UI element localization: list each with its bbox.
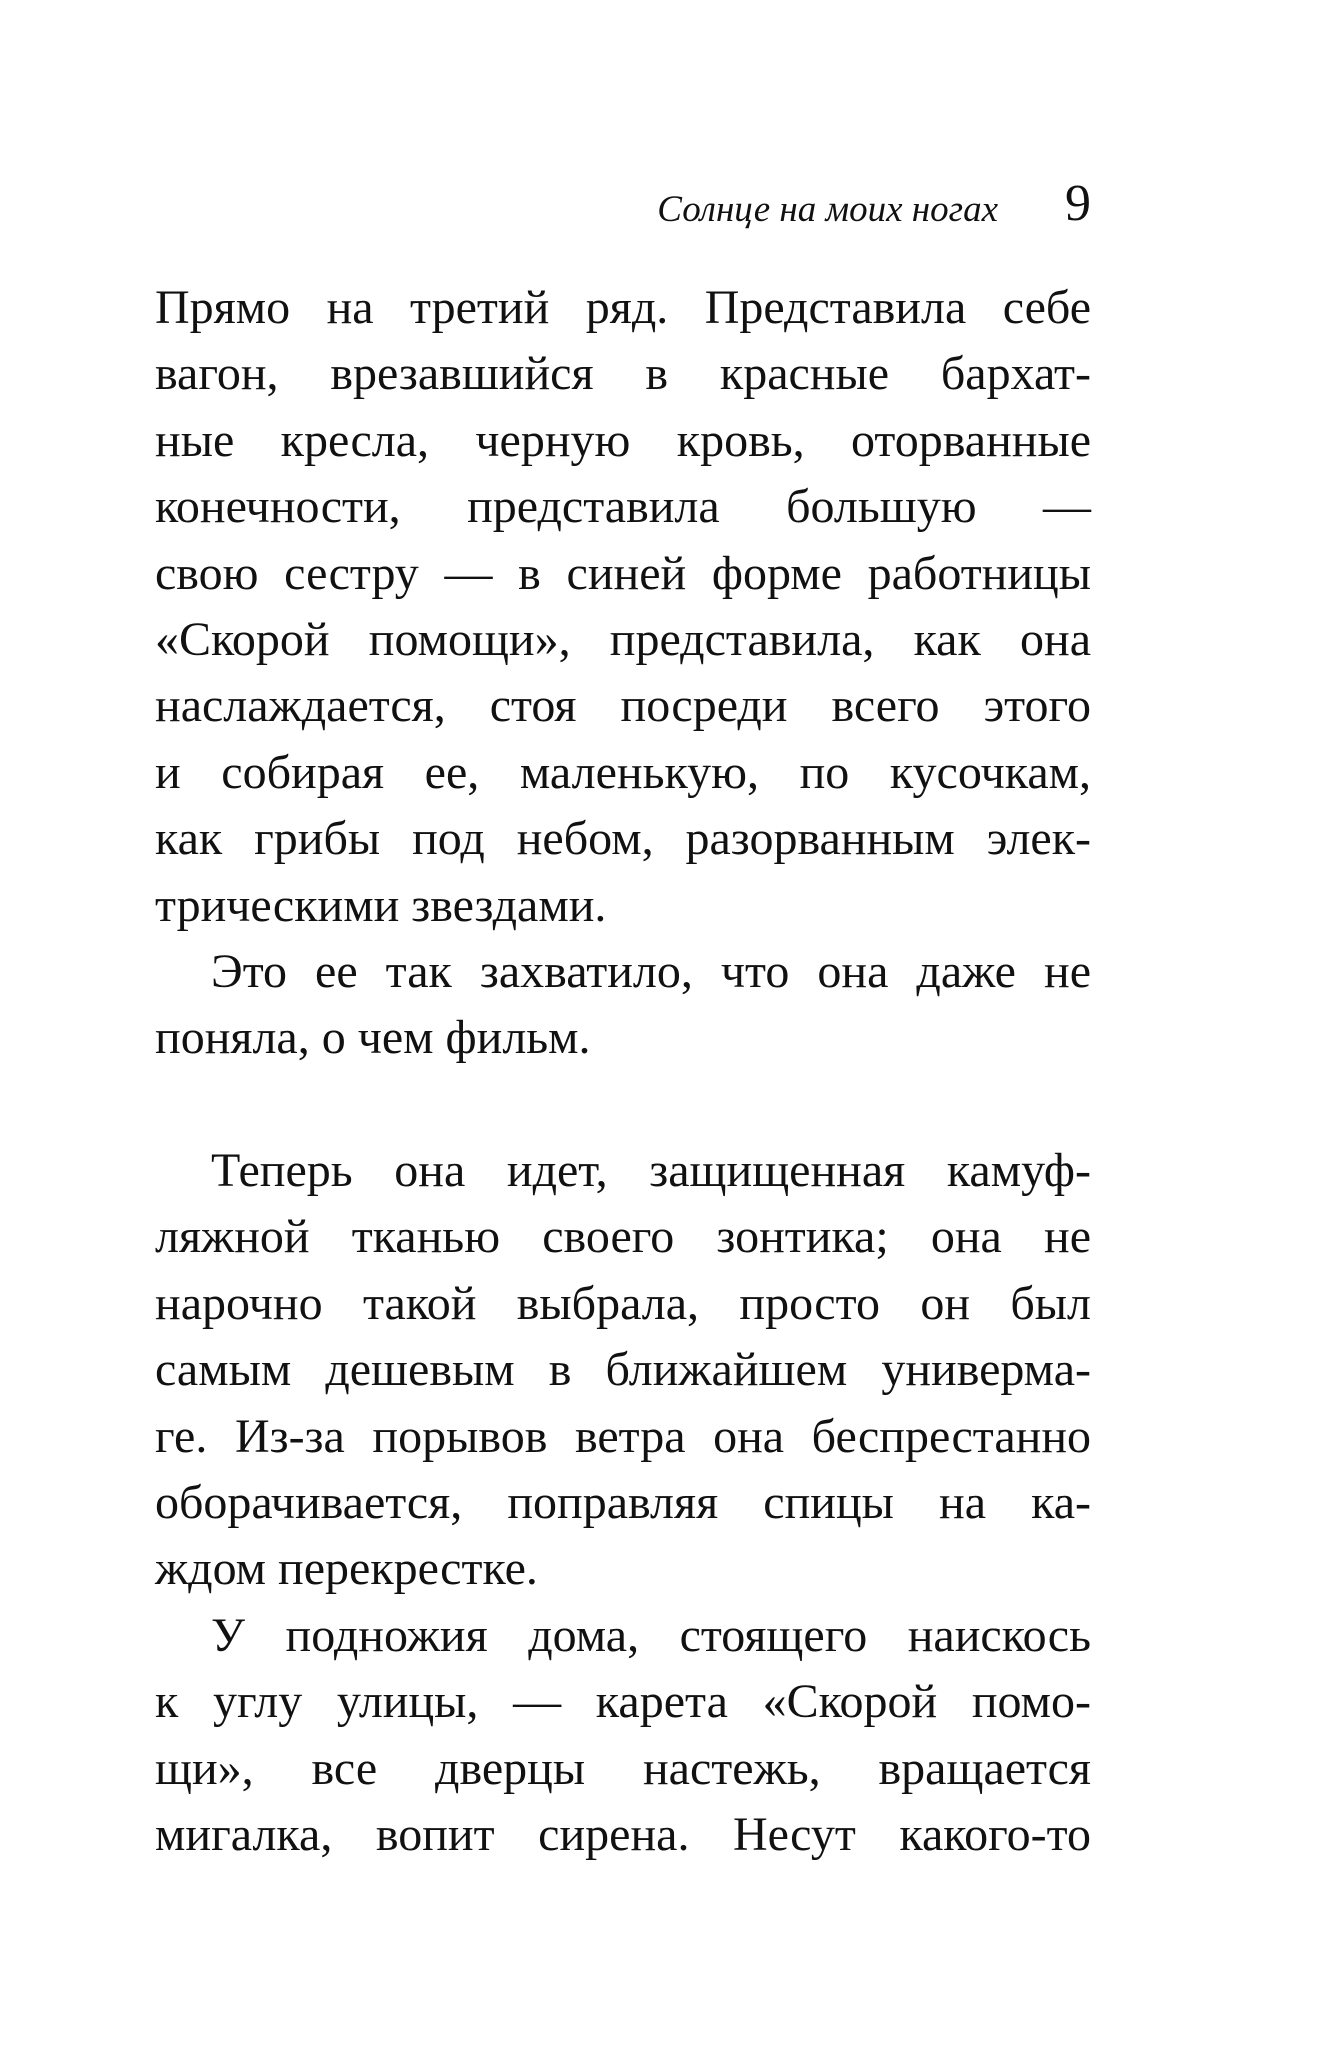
running-header (155, 176, 1091, 236)
text-line: «Скорой помощи», представила, как она (155, 612, 1091, 666)
text-line: самым дешевым в ближайшем универма- (155, 1343, 1091, 1397)
section-break (155, 1072, 1091, 1138)
text-line: ждом перекрестке. (155, 1542, 538, 1596)
text-line: и собирая ее, маленькую, по кусочкам, (155, 745, 1091, 799)
text-line: как грибы под небом, разорванным элек- (155, 812, 1091, 866)
text-line: трическими звездами. (155, 878, 607, 932)
text-line: оборачивается, поправляя спицы на ка- (155, 1476, 1091, 1530)
paragraph (155, 939, 1091, 1072)
page-number: 9 (1065, 175, 1091, 232)
text-line: Это ее так захватило, что она даже не (211, 944, 1091, 998)
text-line: У подножия дома, стоящего наискось (211, 1608, 1091, 1662)
text-line: конечности, представила большую — (155, 480, 1091, 534)
text-line: поняла, о чем фильм. (155, 1011, 591, 1065)
paragraph (155, 1603, 1091, 1869)
text-line: свою сестру — в синей форме работницы (155, 546, 1091, 600)
running-title: Солнце на моих ногах (657, 189, 998, 230)
text-line: наслаждается, стоя посреди всего этого (155, 679, 1091, 733)
paragraph (155, 275, 1091, 939)
text-line: к углу улицы, — карета «Скорой помо- (155, 1675, 1091, 1729)
text-line: мигалка, вопит сирена. Несут какого-то (155, 1807, 1091, 1861)
text-line: нарочно такой выбрала, просто он был (155, 1276, 1091, 1330)
text-line: щи», все дверцы настежь, вращается (155, 1741, 1091, 1795)
text-line: ные кресла, черную кровь, оторванные (155, 413, 1091, 467)
text-line: ге. Из-за порывов ветра она беспрестанно (155, 1409, 1091, 1463)
paragraph (155, 1138, 1091, 1603)
text-line: вагон, врезавшийся в красные бархат- (155, 347, 1091, 401)
body-text (155, 275, 1091, 1868)
text-line: Теперь она идет, защищенная камуф- (211, 1144, 1091, 1198)
text-line: Прямо на третий ряд. Представила себе (155, 281, 1091, 334)
text-line: ляжной тканью своего зонтика; она не (155, 1210, 1091, 1264)
